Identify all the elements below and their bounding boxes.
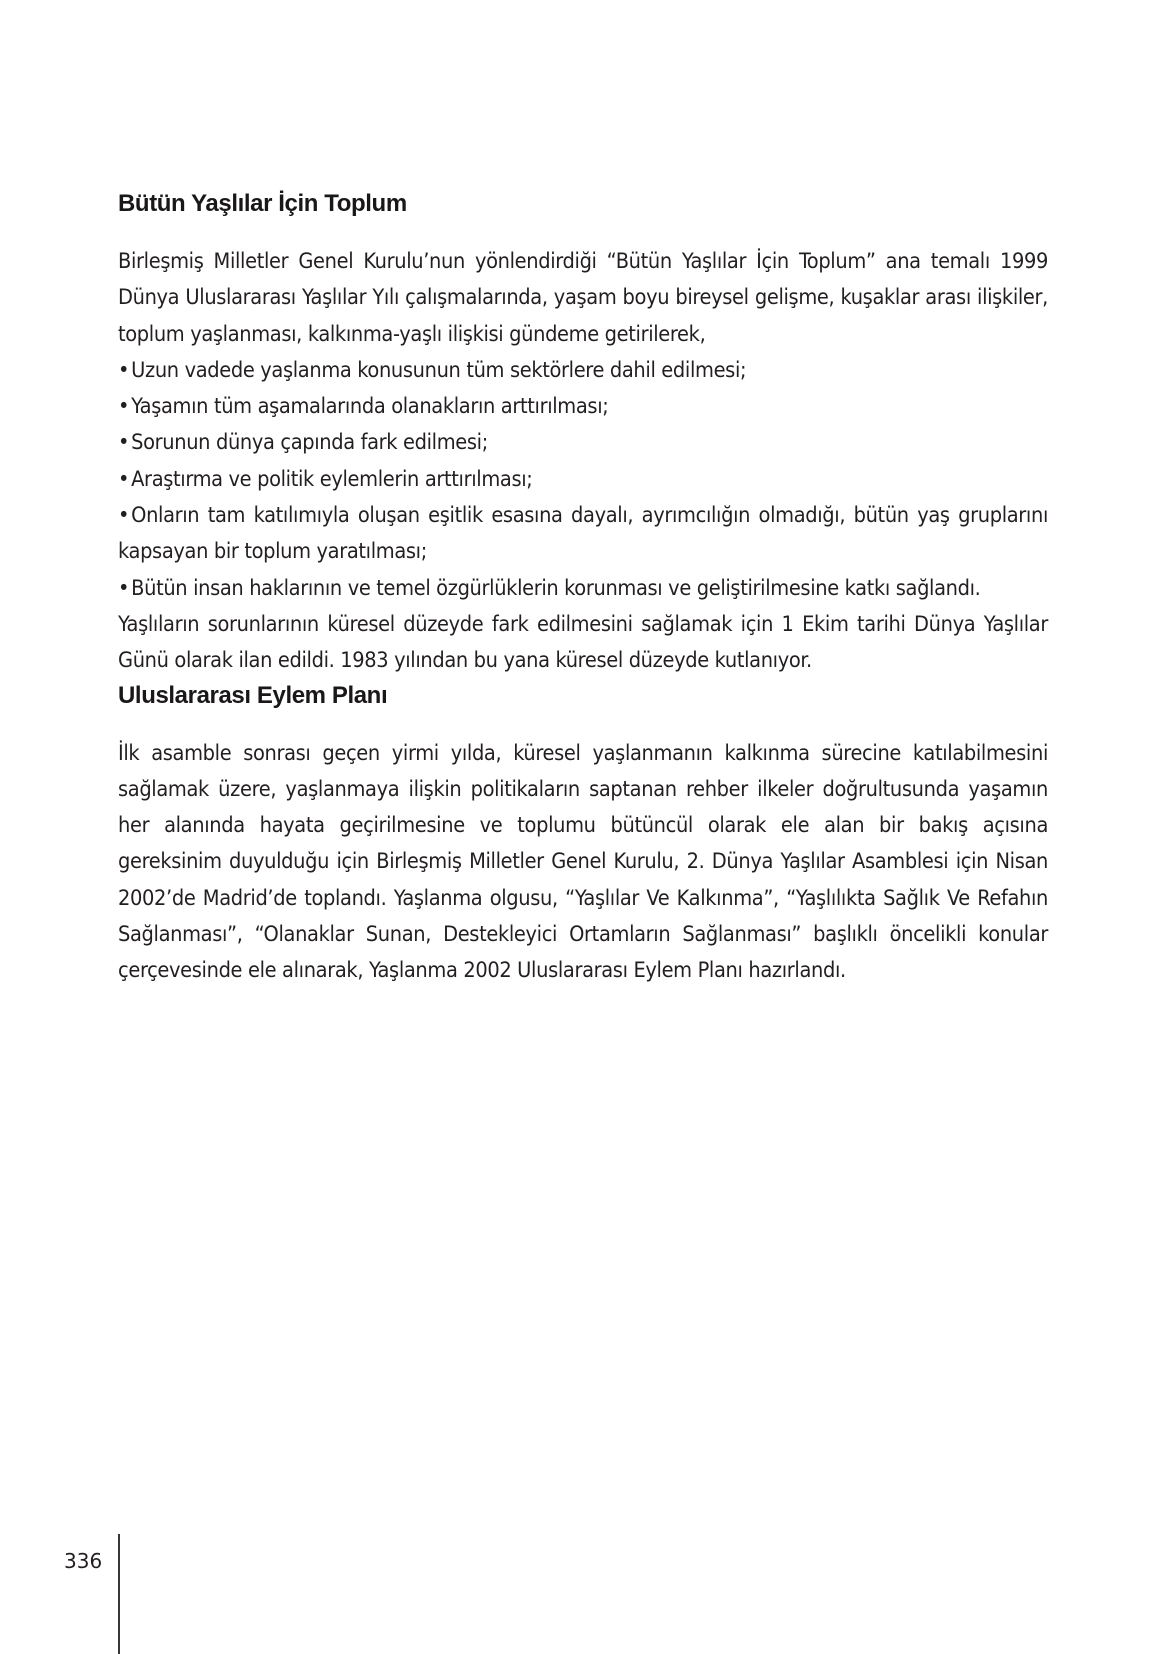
bullet-icon: • bbox=[118, 357, 130, 383]
bullet-icon: • bbox=[118, 503, 130, 529]
bullet-icon: • bbox=[118, 430, 130, 456]
section-1 bbox=[118, 188, 1048, 220]
bullet-text: Bütün insan haklarının ve temel özgürlüklerin korunması ve geliştirilmesine katkı sağlandı. bbox=[131, 575, 981, 601]
bullet-icon: • bbox=[118, 466, 130, 492]
page-number: 336 bbox=[64, 1549, 103, 1573]
bullet-text: Sorunun dünya çapında fark edilmesi; bbox=[131, 430, 488, 456]
page-body bbox=[118, 188, 1048, 990]
bullet-text: Araştırma ve politik eylemlerin arttırılması; bbox=[131, 466, 533, 492]
bullet-item bbox=[118, 498, 1048, 571]
section-2 bbox=[118, 680, 1048, 712]
bullet-text: Yaşamın tüm aşamalarında olanakların arttırılması; bbox=[131, 394, 609, 420]
bullet-item bbox=[118, 389, 1048, 425]
bullet-icon: • bbox=[118, 394, 130, 420]
eylem-plani-paragraph: İlk asamble sonrası geçen yirmi yılda, küresel yaşlanmanın kalkınma sürecine katılabilmesini sağlamak üzere, yaşlanmaya ilişkin politikaların saptanan rehber ilkeler doğrultusunda yaşamın her alanında hayata geçirilmesine ve toplumu bütüncül olarak ele alan bir bakış açısına gereksinim duyulduğu için Birleşmiş Milletler Genel Kurulu, 2. Dünya Yaşlılar Asamblesi için Nisan 2002’de Madrid’de toplandı. Yaşlanma olgusu, “Yaşlılar Ve Kalkınma”, “Yaşlılıkta Sağlık Ve Refahın Sağlanması”, “Olanaklar Sunan, Destekleyici Ortamların Sağlanması” başlıklı öncelikli konular çerçevesinde ele alınarak, Yaşlanma 2002 Uluslararası Eylem Planı hazırlandı. bbox=[118, 740, 1048, 984]
page-margin-rule bbox=[118, 1534, 120, 1654]
intro-paragraph: Birleşmiş Milletler Genel Kurulu’nun yönlendirdiği “Bütün Yaşlılar İçin Toplum” ana temalı 1999 Dünya Uluslararası Yaşlılar Yılı çalışmalarında, yaşam boyu bireysel gelişme, kuşaklar arası ilişkiler, toplum yaşlanması, kalkınma-yaşlı ilişkisi gündeme getirilerek, bbox=[118, 249, 1048, 347]
section-heading-eylem-plani: Uluslararası Eylem Planı bbox=[118, 681, 388, 709]
section-heading-toplum: Bütün Yaşlılar İçin Toplum bbox=[118, 190, 407, 217]
bullet-icon: • bbox=[118, 575, 130, 601]
bullet-text: Onların tam katılımıyla oluşan eşitlik esasına dayalı, ayrımcılığın olmadığı, bütün yaş gruplarını kapsayan bir toplum yaratılması; bbox=[118, 503, 1048, 565]
bullet-item bbox=[118, 353, 1048, 389]
bullet-text: Uzun vadede yaşlanma konusunun tüm sektörlere dahil edilmesi; bbox=[131, 357, 747, 383]
closing-paragraph: Yaşlıların sorunlarının küresel düzeyde fark edilmesini sağlamak için 1 Ekim tarihi Dünya Yaşlılar Günü olarak ilan edildi. 1983 yılından bu yana küresel düzeyde kutlanıyor. bbox=[118, 611, 1048, 674]
bullet-item bbox=[118, 571, 1048, 607]
bullet-item bbox=[118, 425, 1048, 461]
bullet-item bbox=[118, 462, 1048, 498]
